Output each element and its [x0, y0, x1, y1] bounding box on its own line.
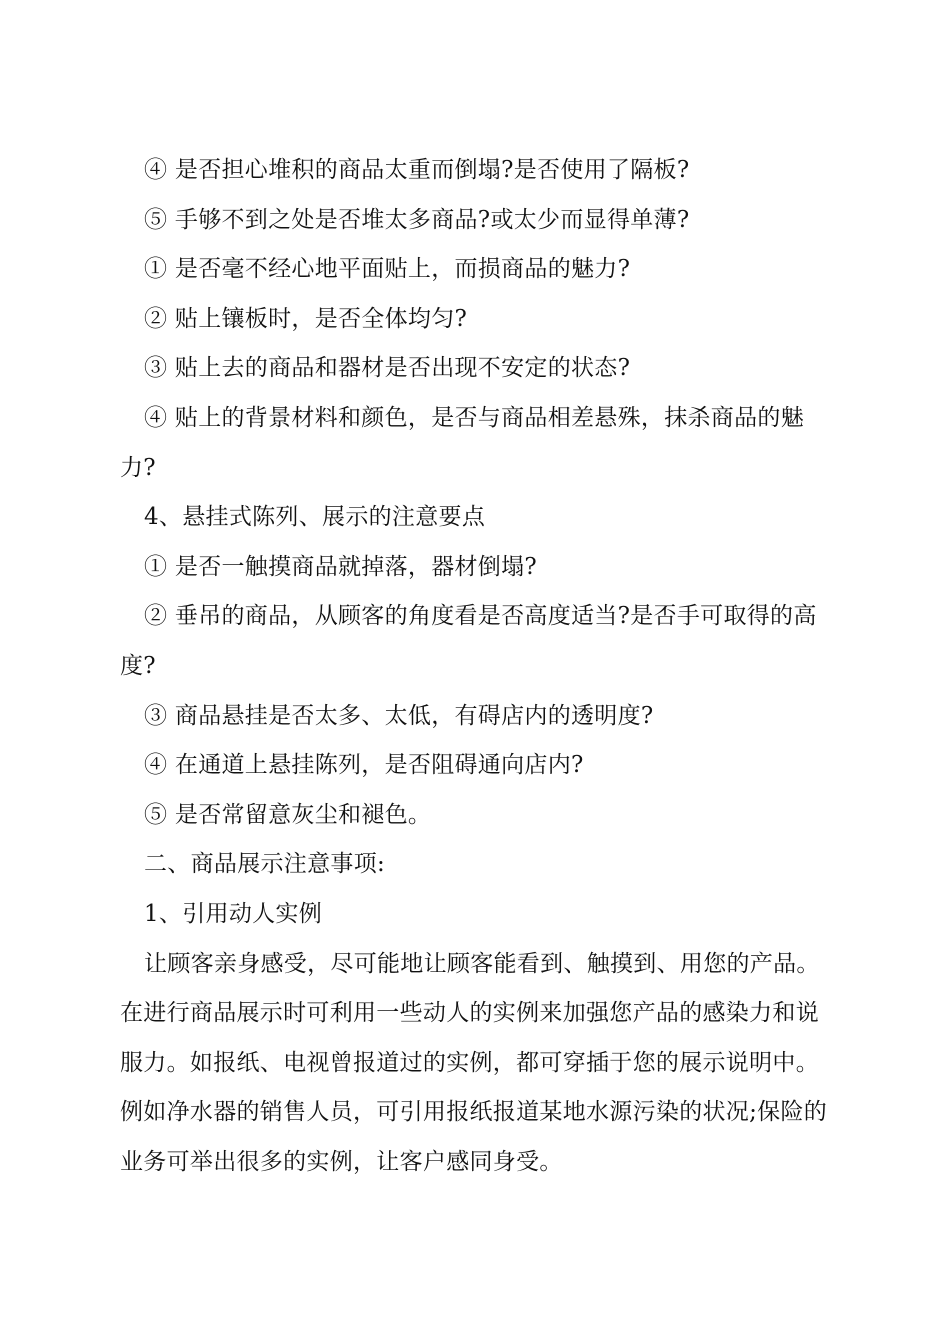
- section-heading: 1、引用动人实例: [144, 900, 323, 927]
- paragraph: ① 是否毫不经心地平面贴上，而损商品的魅力?: [144, 256, 631, 283]
- paragraph: ④ 是否担心堆积的商品太重而倒塌?是否使用了隔板?: [144, 157, 690, 183]
- paragraph: ② 贴上镶板时，是否全体均匀?: [144, 305, 468, 332]
- paragraph: ① 是否一触摸商品就掉落，器材倒塌?: [144, 553, 538, 580]
- paragraph: ③ 贴上去的商品和器材是否出现不安定的状态?: [144, 355, 631, 382]
- paragraph: ② 垂吊的商品，从顾客的角度看是否高度适当?是否手可取得的高度?: [120, 603, 817, 679]
- paragraph: ③ 商品悬挂是否太多、太低，有碍店内的透明度?: [144, 702, 654, 729]
- document-body: [120, 146, 836, 1187]
- section-heading: 4、悬挂式陈列、展示的注意要点: [144, 504, 486, 531]
- paragraph: ④ 在通道上悬挂陈列，是否阻碍通向店内?: [144, 752, 584, 779]
- paragraph: ⑤ 是否常留意灰尘和褪色。: [144, 801, 432, 828]
- paragraph: ④ 贴上的背景材料和颜色，是否与商品相差悬殊，抹杀商品的魅力?: [120, 404, 805, 481]
- section-heading: 二、商品展示注意事项:: [144, 851, 386, 878]
- paragraph: ⑤ 手够不到之处是否堆太多商品?或太少而显得单薄?: [144, 206, 690, 233]
- paragraph: 让顾客亲身感受，尽可能地让顾客能看到、触摸到、用您的产品。在进行商品展示时可利用一些动人的实例来加强您产品的感染力和说服力。如报纸、电视曾报道过的实例，都可穿插于您的展示说明中。例如净水器的销售人员，可引用报纸报道某地水源污染的状况;保险的业务可举出很多的实例，让客户感同身受。: [120, 950, 828, 1175]
